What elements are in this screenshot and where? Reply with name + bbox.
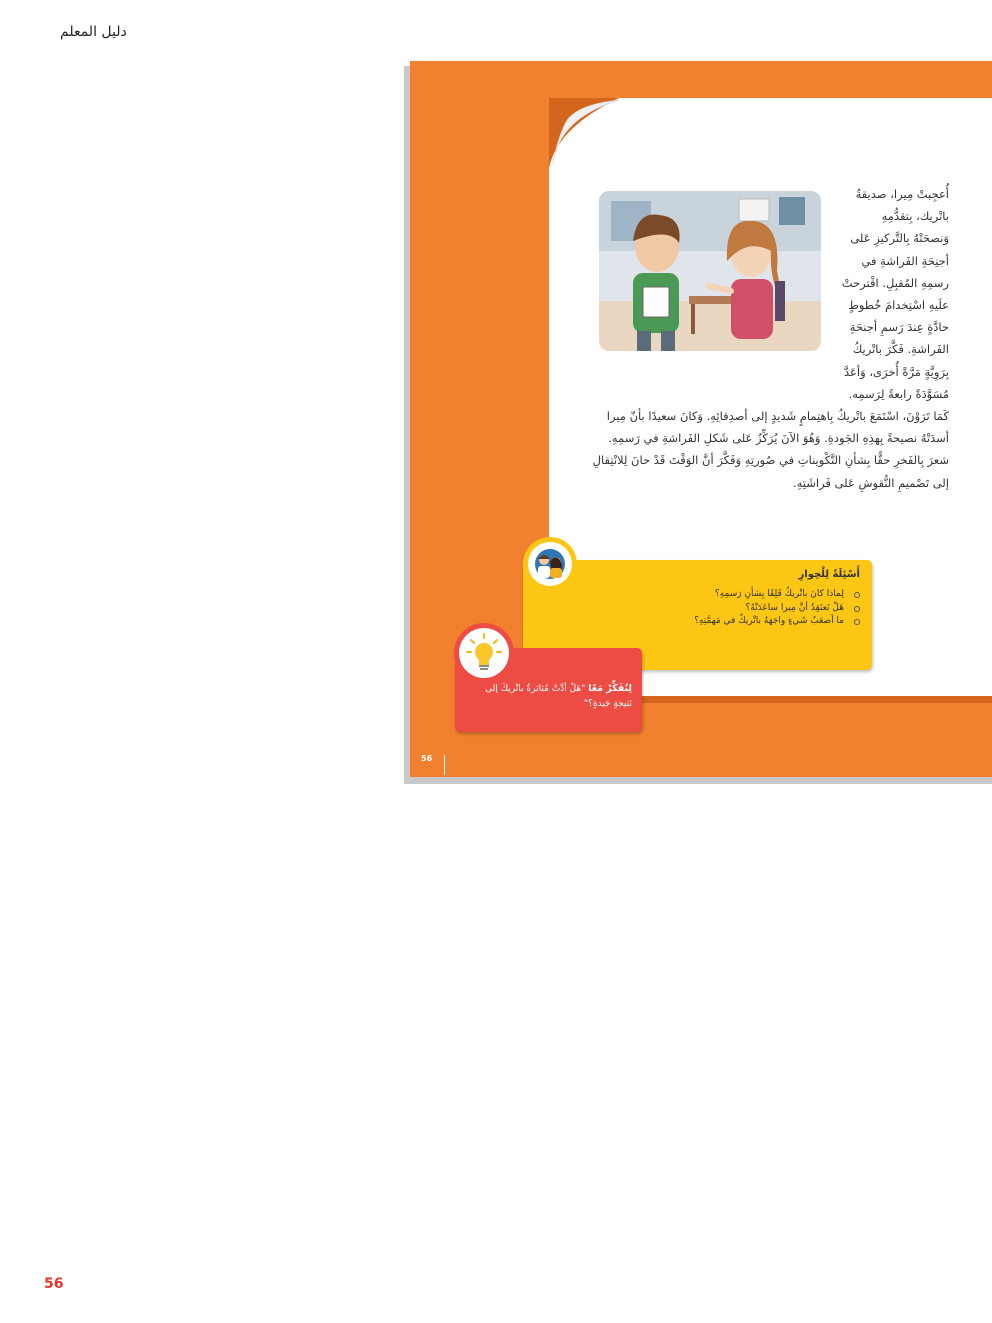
story-paragraph: كَمَا تَرَوْنَ، اسْتَمَعَ باتْريكُ بِاهتِمامٍ شَديدٍ إلى أصدِقائِهِ. وَكانَ سعيدًا بأنّ مِيرا أسدَتْهُ نصيحةً بِهذِهِ الجَودةِ. وَهُوَ الآنَ يُرَكِّزُ عَلى شَكلِ الفَراشةِ في رَسمِهِ. (606, 409, 949, 446)
page-number: 56 (44, 1276, 64, 1292)
story-line: الفَراشةِ. فَكَّرَ باتْريكُ (852, 342, 949, 357)
guide-title: دليل المعلم (60, 24, 127, 40)
lightbulb-icon (459, 628, 509, 678)
think-together-text (465, 681, 632, 712)
dialogue-question: لِماذا كانَ باتْريكُ قَلِقًا بِشأنِ رَسمِهِ؟ (694, 588, 860, 602)
story-narrow-column (839, 183, 949, 405)
dialogue-title: أَسْئِلَةٌ لِلْحِوارِ (798, 569, 860, 580)
people-icon (528, 542, 572, 586)
story-line: باتْريك، بِتقدُّمِهِ (881, 209, 949, 224)
dialogue-question: هَلْ تَعتَقِدُ أنَّ مِيرا ساعَدَتْهُ؟ (694, 602, 860, 616)
lightbulb-icon-badge (454, 623, 514, 683)
people-icon-badge (523, 537, 577, 591)
dialogue-question-list (694, 588, 860, 629)
inner-page-number: 56 (421, 754, 433, 763)
story-full-width (589, 405, 949, 494)
book-page-preview (410, 61, 992, 777)
story-line: أُعجِبتْ مِيرا، صديقةُ (855, 187, 949, 201)
story-line: حادَّةٍ عِندَ رَسمِ أجنحَةِ (849, 320, 949, 335)
think-together-question: "هَلْ أدَّتْ مُثابَرةُ باتْريكَ إلى نَتيجةٍ جَيدةٍ؟" (485, 684, 632, 709)
think-together-label: لِنُفَكِّرْ مَعًا (588, 683, 632, 694)
story-line: بِرَوِيَّةٍ مَرَّةً أُخرَى، وَأعَدَّ (844, 364, 949, 379)
story-paragraph: شعرَ بِالفَخرِ حقًّا بِشأنِ التَّكْويناتِ في صُورتِهِ وَفَكَّرَ أنَّ الوَقْتَ قَدْ حانَ لِلانْتِقالِ إلى تَصْميمِ النُّقوشِ عَلى فَراشَتِهِ. (592, 453, 949, 490)
page-number-divider (444, 755, 445, 775)
story-text (589, 183, 949, 494)
story-line: علَيهِ اسْتِخدامَ خُطوطٍ (848, 298, 949, 313)
dialogue-question: ما أصعَبُ شَيءٍ واجَهَهُ باتْريكُ في مَهمَّتِهِ؟ (694, 615, 860, 629)
story-line: رسمِهِ المُقبِلِ. اقْترحتْ (841, 275, 949, 290)
story-line: مُسَوَّدَةً رابعةً لِرَسمِه. (848, 386, 949, 401)
story-line: وَنصحَتْهُ بِالتَّركيزِ عَلى (850, 231, 949, 246)
story-line: أجنِحَةِ الفَراشةِ في (861, 253, 949, 268)
page-curl-decoration (549, 98, 619, 168)
